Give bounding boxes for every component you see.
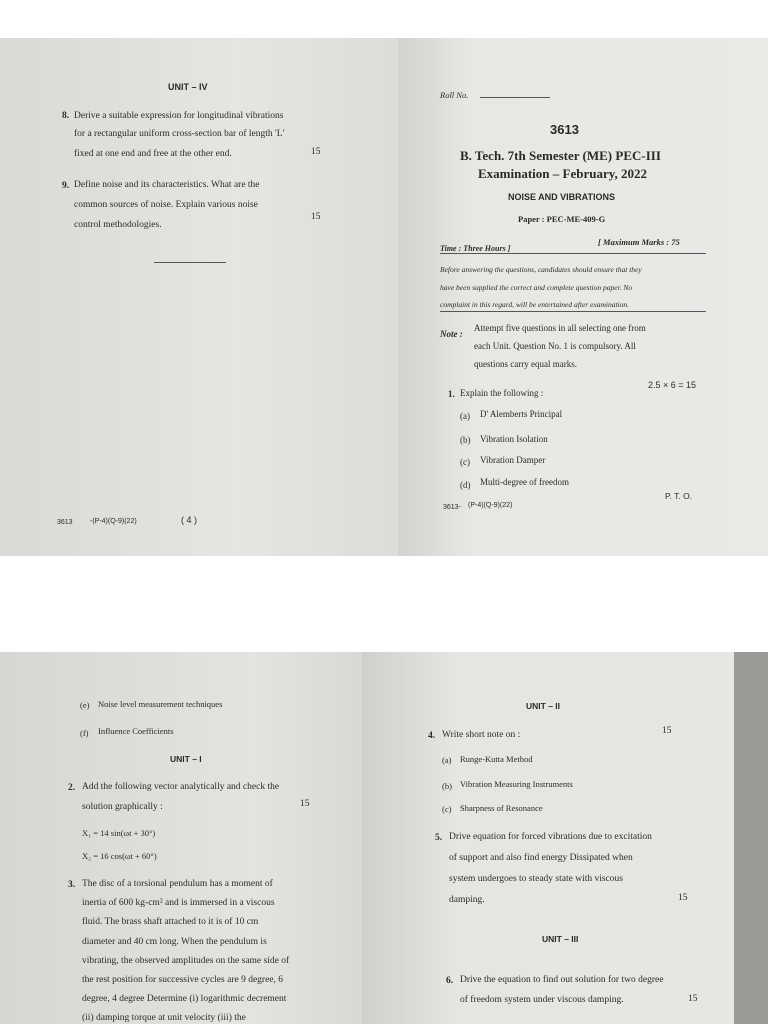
page-2-left — [0, 652, 362, 1024]
note-line-2: each Unit. Question No. 1 is compulsory. All — [474, 341, 636, 351]
q1-part-c-text: Vibration Damper — [480, 455, 546, 465]
q9-line-2: common sources of noise. Explain various noise — [74, 200, 258, 210]
q3-number: 3. — [68, 880, 76, 890]
instruction-line-1: Before answering the questions, candidates should ensure that they — [440, 265, 642, 274]
q8-line-3: fixed at one end and free at the other end. — [74, 149, 232, 159]
q3-line-5: vibrating, the observed amplitudes on the same side of — [82, 956, 290, 966]
q3-line-8: (ii) damping torque at unit velocity (iii) the — [82, 1013, 246, 1023]
time-label: Time : Three Hours ] — [440, 244, 511, 253]
q6-number: 6. — [446, 976, 454, 986]
q5-line-2: of support and also find energy Dissipated when — [449, 853, 633, 863]
q1-part-a-label: (a) — [460, 411, 470, 421]
q1-text: Explain the following : — [460, 388, 544, 398]
q2-number: 2. — [68, 783, 76, 793]
q1-part-d-text: Multi-degree of freedom — [480, 477, 569, 487]
page-3-right — [362, 652, 734, 1024]
q8-line-2: for a rectangular uniform cross-section bar of length 'L' — [74, 129, 285, 139]
exam-title: Examination – February, 2022 — [478, 166, 648, 181]
header-rule-1 — [440, 253, 706, 254]
table-surface-edge — [734, 652, 768, 1024]
unit-i-heading: UNIT – I — [170, 754, 202, 764]
q1-part-f-text: Influence Coefficients — [98, 726, 174, 736]
q4-part-b-text: Vibration Measuring Instruments — [460, 779, 573, 789]
q8-line-1: Derive a suitable expression for longitudinal vibrations — [74, 111, 284, 121]
q1-part-e-label: (e) — [80, 700, 90, 710]
page-1-right — [398, 38, 768, 556]
header-rule-2 — [440, 311, 706, 312]
q9-marks: 15 — [311, 212, 321, 222]
q5-line-3: system undergoes to steady state with viscous — [449, 874, 623, 884]
q8-number: 8. — [62, 111, 70, 121]
q6-marks: 15 — [688, 994, 698, 1004]
q4-part-a-label: (a) — [442, 755, 452, 765]
q4-part-c-label: (c) — [442, 804, 452, 814]
footer-series: (P-4)(Q-9)(22) — [468, 502, 513, 509]
paper-code: 3613 — [550, 122, 579, 137]
roll-no-label: Roll No. — [440, 90, 469, 100]
roll-no-line — [480, 97, 550, 98]
q4-part-b-label: (b) — [442, 781, 452, 791]
q4-number: 4. — [428, 731, 436, 741]
q1-part-d-label: (d) — [460, 480, 471, 490]
q3-line-6: the rest position for successive cycles are 9 degree, 6 — [82, 975, 284, 985]
subject-title: NOISE AND VIBRATIONS — [508, 192, 616, 202]
q3-line-1: The disc of a torsional pendulum has a moment of — [82, 879, 273, 889]
paper-label: Paper : PEC-ME-409-G — [518, 214, 606, 224]
q1-part-f-label: (f) — [80, 728, 89, 738]
q5-marks: 15 — [678, 893, 688, 903]
q2-equation-2: X₂ = 16 cos(ωt + 60°) — [82, 851, 157, 861]
q3-line-3: fluid. The brass shaft attached to it is of 10 cm — [82, 917, 259, 927]
unit-ii-heading: UNIT – II — [526, 701, 561, 711]
q4-text: Write short note on : — [442, 730, 521, 740]
q1-part-a-text: D' Alemberts Principal — [480, 409, 563, 419]
q3-line-7: degree, 4 degree Determine (i) logarithmic decrement — [82, 994, 287, 1004]
q2-line-2: solution graphically : — [82, 802, 163, 812]
unit-iv-heading: UNIT – IV — [168, 82, 208, 92]
course-title: B. Tech. 7th Semester (ME) PEC-III — [460, 148, 661, 163]
note-label: Note : — [440, 329, 463, 339]
note-line-1: Attempt five questions in all selecting one from — [474, 323, 646, 333]
instruction-line-3: complaint in this regard, will be entertained after examination. — [440, 300, 630, 309]
q2-marks: 15 — [300, 799, 310, 809]
instruction-line-2: have been supplied the correct and complete question paper. No — [440, 283, 633, 292]
q8-marks: 15 — [311, 147, 321, 157]
pto-label: P. T. O. — [665, 491, 693, 501]
q5-number: 5. — [435, 833, 443, 843]
q4-part-c-text: Sharpness of Resonance — [460, 803, 543, 813]
footer-code: 3613- — [443, 504, 461, 511]
q1-marks: 2.5 × 6 = 15 — [648, 380, 697, 390]
page-4-left — [0, 38, 398, 556]
q5-line-4: damping. — [449, 895, 485, 905]
note-line-3: questions carry equal marks. — [474, 359, 577, 369]
footer-series: -(P-4)(Q-9)(22) — [90, 518, 137, 525]
q3-line-2: inertia of 600 kg-cm² and is immersed in a viscous — [82, 898, 275, 908]
q1-number: 1. — [448, 389, 455, 399]
q6-line-2: of freedom system under viscous damping. — [460, 995, 624, 1005]
footer-code: 3613 — [57, 519, 73, 526]
q2-line-1: Add the following vector analytically and check the — [82, 782, 280, 792]
page-number: ( 4 ) — [181, 515, 198, 525]
unit-iii-heading: UNIT – III — [542, 934, 579, 944]
q9-line-1: Define noise and its characteristics. What are the — [74, 180, 260, 190]
q1-part-e-text: Noise level measurement techniques — [98, 699, 223, 709]
exam-paper-photo-top — [0, 38, 768, 556]
q1-part-b-label: (b) — [460, 435, 471, 445]
q1-part-c-label: (c) — [460, 457, 470, 467]
q4-part-a-text: Runge-Kutta Method — [460, 754, 533, 764]
max-marks-label: [ Maximum Marks : 75 — [598, 237, 680, 247]
exam-paper-photo-bottom — [0, 652, 768, 1024]
q3-line-4: diameter and 40 cm long. When the pendulum is — [82, 937, 267, 947]
q9-number: 9. — [62, 181, 70, 191]
q5-line-1: Drive equation for forced vibrations due to excitation — [449, 832, 652, 842]
end-rule — [154, 262, 226, 263]
q2-equation-1: X₁ = 14 sin(ωt + 30°) — [82, 828, 156, 838]
q6-line-1: Drive the equation to find out solution for two degree — [460, 975, 664, 985]
q9-line-3: control methodologies. — [74, 220, 162, 230]
q1-part-b-text: Vibration Isolation — [480, 434, 548, 444]
q4-marks: 15 — [662, 726, 672, 736]
